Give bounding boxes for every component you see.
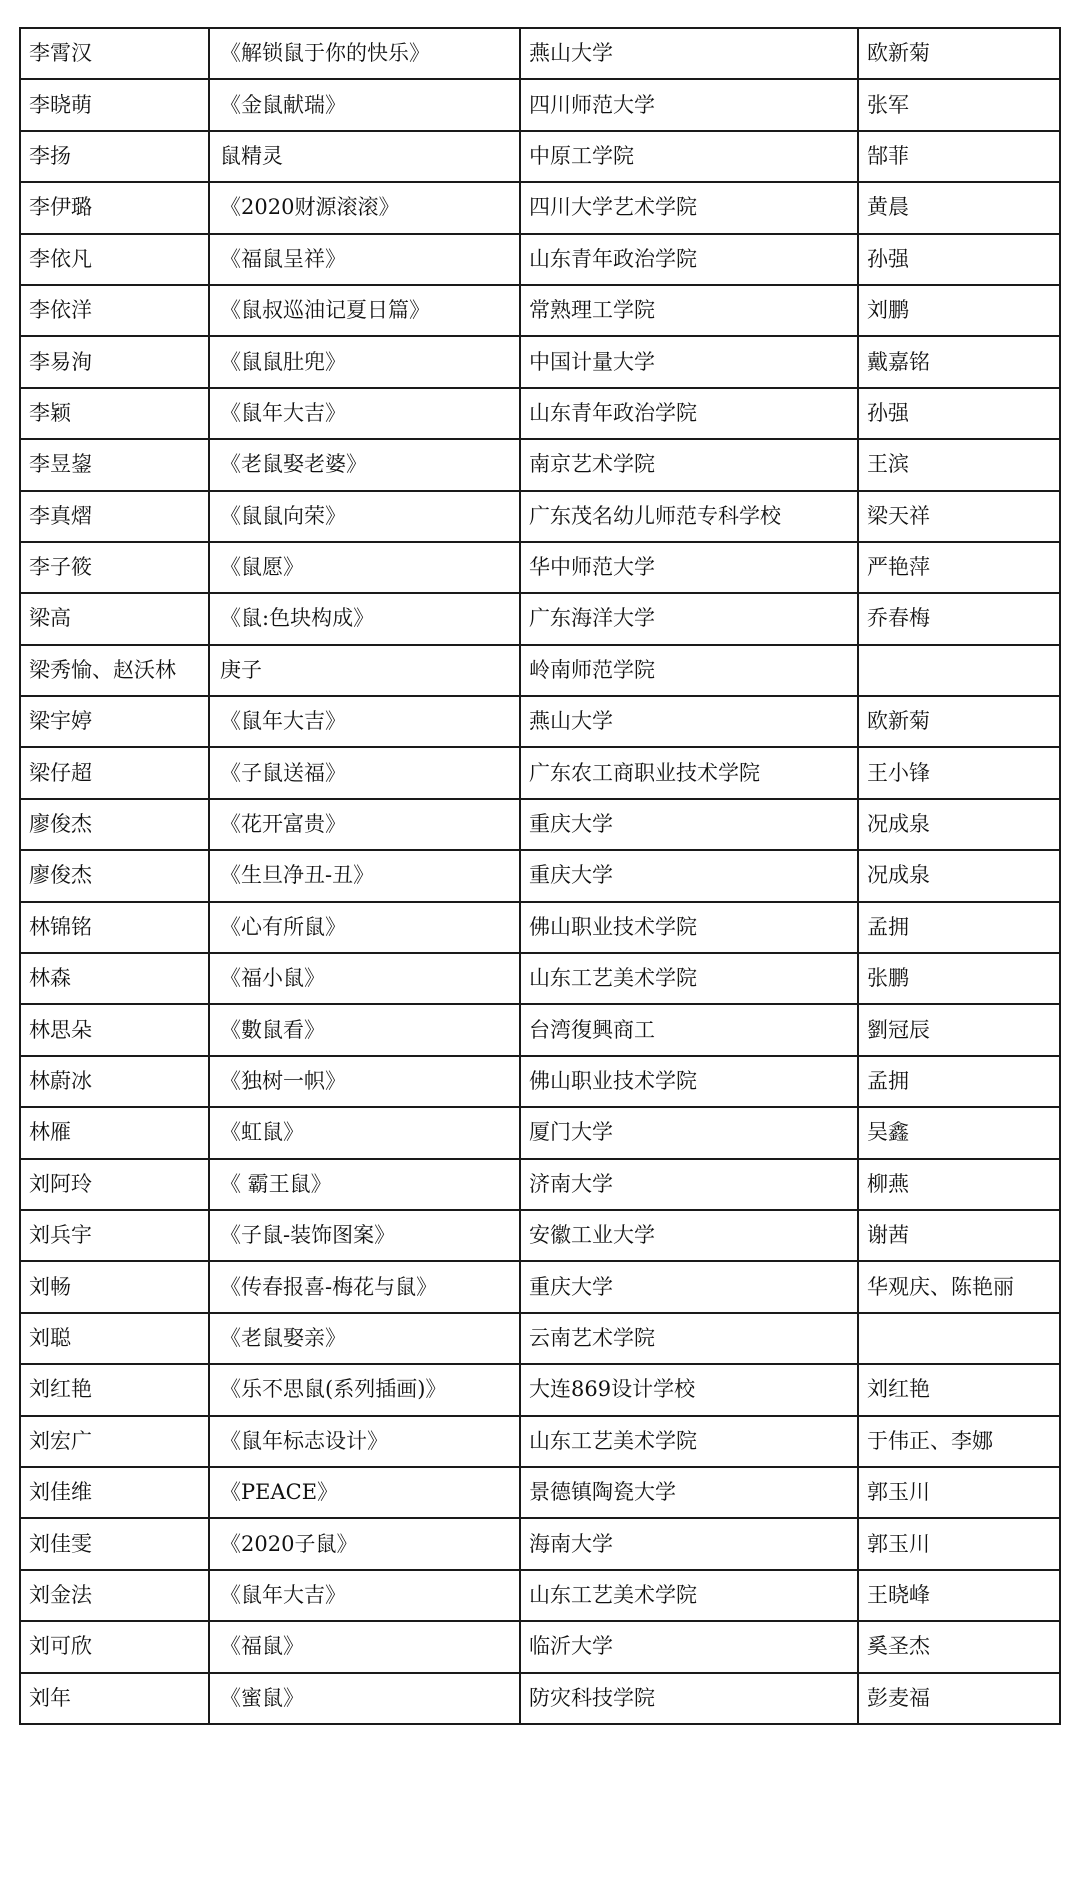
school-cell: 山东工艺美术学院 (520, 1570, 858, 1621)
school-cell: 四川大学艺术学院 (520, 182, 858, 233)
table-row (20, 1673, 1060, 1724)
student-name-cell: 李颖 (20, 388, 209, 439)
table-row (20, 1467, 1060, 1518)
award-list-table (19, 27, 1061, 1725)
school-cell: 山东青年政治学院 (520, 234, 858, 285)
school-cell: 山东工艺美术学院 (520, 1416, 858, 1467)
school-cell: 燕山大学 (520, 28, 858, 79)
work-title-cell: 《解锁鼠于你的快乐》 (209, 28, 520, 79)
student-name-cell: 梁宇婷 (20, 696, 209, 747)
school-cell: 岭南师范学院 (520, 645, 858, 696)
table-row (20, 1416, 1060, 1467)
student-name-cell: 梁秀愉、赵沃林 (20, 645, 209, 696)
table-row (20, 131, 1060, 182)
table-row (20, 439, 1060, 490)
table-row (20, 1056, 1060, 1107)
student-name-cell: 李晓萌 (20, 79, 209, 130)
school-cell: 常熟理工学院 (520, 285, 858, 336)
teacher-cell: 郭玉川 (858, 1518, 1060, 1569)
work-title-cell: 《子鼠-装饰图案》 (209, 1210, 520, 1261)
student-name-cell: 李依凡 (20, 234, 209, 285)
teacher-cell: 欧新菊 (858, 28, 1060, 79)
table-row (20, 182, 1060, 233)
student-name-cell: 李子筱 (20, 542, 209, 593)
school-cell: 广东农工商职业技术学院 (520, 747, 858, 798)
school-cell: 防灾科技学院 (520, 1673, 858, 1724)
student-name-cell: 刘红艳 (20, 1364, 209, 1415)
table-row (20, 542, 1060, 593)
table-row (20, 285, 1060, 336)
work-title-cell: 《花开富贵》 (209, 799, 520, 850)
teacher-cell: 张军 (858, 79, 1060, 130)
work-title-cell: 鼠精灵 (209, 131, 520, 182)
teacher-cell: 况成泉 (858, 799, 1060, 850)
teacher-cell: 严艳萍 (858, 542, 1060, 593)
table-row (20, 79, 1060, 130)
work-title-cell: 《 霸王鼠》 (209, 1159, 520, 1210)
table-row (20, 696, 1060, 747)
work-title-cell: 《独树一帜》 (209, 1056, 520, 1107)
work-title-cell: 《虹鼠》 (209, 1107, 520, 1158)
student-name-cell: 林森 (20, 953, 209, 1004)
student-name-cell: 刘金法 (20, 1570, 209, 1621)
table-body (20, 28, 1060, 1724)
work-title-cell: 《乐不思鼠(系列插画)》 (209, 1364, 520, 1415)
student-name-cell: 刘佳雯 (20, 1518, 209, 1569)
table-row (20, 1570, 1060, 1621)
student-name-cell: 李昱鋆 (20, 439, 209, 490)
work-title-cell: 《蜜鼠》 (209, 1673, 520, 1724)
teacher-cell: 彭麦福 (858, 1673, 1060, 1724)
work-title-cell: 《福鼠呈祥》 (209, 234, 520, 285)
table-row (20, 1107, 1060, 1158)
table-row (20, 1261, 1060, 1312)
school-cell: 济南大学 (520, 1159, 858, 1210)
teacher-cell: 况成泉 (858, 850, 1060, 901)
teacher-cell (858, 645, 1060, 696)
student-name-cell: 刘聪 (20, 1313, 209, 1364)
teacher-cell: 奚圣杰 (858, 1621, 1060, 1672)
school-cell: 中原工学院 (520, 131, 858, 182)
teacher-cell: 黄晨 (858, 182, 1060, 233)
teacher-cell: 劉冠辰 (858, 1004, 1060, 1055)
teacher-cell: 王晓峰 (858, 1570, 1060, 1621)
school-cell: 安徽工业大学 (520, 1210, 858, 1261)
work-title-cell: 《鼠愿》 (209, 542, 520, 593)
student-name-cell: 林思朵 (20, 1004, 209, 1055)
work-title-cell: 《2020子鼠》 (209, 1518, 520, 1569)
teacher-cell: 梁天祥 (858, 491, 1060, 542)
work-title-cell: 《老鼠娶老婆》 (209, 439, 520, 490)
work-title-cell: 《PEACE》 (209, 1467, 520, 1518)
work-title-cell: 《鼠年大吉》 (209, 388, 520, 439)
work-title-cell: 《鼠年大吉》 (209, 696, 520, 747)
teacher-cell: 孙强 (858, 388, 1060, 439)
table-row (20, 747, 1060, 798)
student-name-cell: 刘宏广 (20, 1416, 209, 1467)
student-name-cell: 梁仔超 (20, 747, 209, 798)
work-title-cell: 《福鼠》 (209, 1621, 520, 1672)
teacher-cell: 华观庆、陈艳丽 (858, 1261, 1060, 1312)
table-row (20, 234, 1060, 285)
table-row (20, 1518, 1060, 1569)
student-name-cell: 林雁 (20, 1107, 209, 1158)
teacher-cell: 孙强 (858, 234, 1060, 285)
teacher-cell: 郭玉川 (858, 1467, 1060, 1518)
teacher-cell: 孟拥 (858, 902, 1060, 953)
school-cell: 广东茂名幼儿师范专科学校 (520, 491, 858, 542)
student-name-cell: 刘兵宇 (20, 1210, 209, 1261)
work-title-cell: 《心有所鼠》 (209, 902, 520, 953)
work-title-cell: 《老鼠娶亲》 (209, 1313, 520, 1364)
student-name-cell: 刘畅 (20, 1261, 209, 1312)
teacher-cell: 张鹏 (858, 953, 1060, 1004)
table-row (20, 902, 1060, 953)
school-cell: 佛山职业技术学院 (520, 1056, 858, 1107)
student-name-cell: 刘阿玲 (20, 1159, 209, 1210)
table-row (20, 799, 1060, 850)
table-row (20, 953, 1060, 1004)
work-title-cell: 庚子 (209, 645, 520, 696)
teacher-cell: 郜菲 (858, 131, 1060, 182)
teacher-cell: 柳燕 (858, 1159, 1060, 1210)
work-title-cell: 《鼠叔巡油记夏日篇》 (209, 285, 520, 336)
table-row (20, 491, 1060, 542)
table-row (20, 1313, 1060, 1364)
school-cell: 佛山职业技术学院 (520, 902, 858, 953)
work-title-cell: 《鼠年标志设计》 (209, 1416, 520, 1467)
teacher-cell: 乔春梅 (858, 593, 1060, 644)
school-cell: 台湾復興商工 (520, 1004, 858, 1055)
student-name-cell: 林蔚冰 (20, 1056, 209, 1107)
student-name-cell: 刘可欣 (20, 1621, 209, 1672)
school-cell: 大连869设计学校 (520, 1364, 858, 1415)
school-cell: 重庆大学 (520, 799, 858, 850)
teacher-cell: 谢茜 (858, 1210, 1060, 1261)
school-cell: 山东工艺美术学院 (520, 953, 858, 1004)
student-name-cell: 廖俊杰 (20, 799, 209, 850)
table-row (20, 1621, 1060, 1672)
school-cell: 重庆大学 (520, 850, 858, 901)
school-cell: 景德镇陶瓷大学 (520, 1467, 858, 1518)
work-title-cell: 《子鼠送福》 (209, 747, 520, 798)
student-name-cell: 廖俊杰 (20, 850, 209, 901)
school-cell: 南京艺术学院 (520, 439, 858, 490)
table-row (20, 850, 1060, 901)
school-cell: 中国计量大学 (520, 336, 858, 387)
school-cell: 燕山大学 (520, 696, 858, 747)
work-title-cell: 《鼠鼠肚兜》 (209, 336, 520, 387)
table-row (20, 593, 1060, 644)
teacher-cell: 吴鑫 (858, 1107, 1060, 1158)
student-name-cell: 梁高 (20, 593, 209, 644)
work-title-cell: 《數鼠看》 (209, 1004, 520, 1055)
table-row (20, 1004, 1060, 1055)
teacher-cell: 孟拥 (858, 1056, 1060, 1107)
table-row (20, 388, 1060, 439)
teacher-cell (858, 1313, 1060, 1364)
work-title-cell: 《生旦净丑-丑》 (209, 850, 520, 901)
table-row (20, 28, 1060, 79)
school-cell: 华中师范大学 (520, 542, 858, 593)
school-cell: 广东海洋大学 (520, 593, 858, 644)
student-name-cell: 刘年 (20, 1673, 209, 1724)
work-title-cell: 《金鼠献瑞》 (209, 79, 520, 130)
teacher-cell: 刘鹏 (858, 285, 1060, 336)
school-cell: 山东青年政治学院 (520, 388, 858, 439)
student-name-cell: 林锦铭 (20, 902, 209, 953)
student-name-cell: 李依洋 (20, 285, 209, 336)
student-name-cell: 李伊璐 (20, 182, 209, 233)
work-title-cell: 《鼠鼠向荣》 (209, 491, 520, 542)
student-name-cell: 刘佳维 (20, 1467, 209, 1518)
student-name-cell: 李霄汉 (20, 28, 209, 79)
school-cell: 四川师范大学 (520, 79, 858, 130)
teacher-cell: 王小锋 (858, 747, 1060, 798)
student-name-cell: 李扬 (20, 131, 209, 182)
school-cell: 海南大学 (520, 1518, 858, 1569)
table-row (20, 336, 1060, 387)
teacher-cell: 刘红艳 (858, 1364, 1060, 1415)
school-cell: 云南艺术学院 (520, 1313, 858, 1364)
teacher-cell: 王滨 (858, 439, 1060, 490)
table-row (20, 1364, 1060, 1415)
teacher-cell: 于伟正、李娜 (858, 1416, 1060, 1467)
student-name-cell: 李真熠 (20, 491, 209, 542)
work-title-cell: 《传春报喜-梅花与鼠》 (209, 1261, 520, 1312)
teacher-cell: 戴嘉铭 (858, 336, 1060, 387)
teacher-cell: 欧新菊 (858, 696, 1060, 747)
work-title-cell: 《鼠年大吉》 (209, 1570, 520, 1621)
work-title-cell: 《福小鼠》 (209, 953, 520, 1004)
work-title-cell: 《鼠:色块构成》 (209, 593, 520, 644)
table-row (20, 1210, 1060, 1261)
school-cell: 临沂大学 (520, 1621, 858, 1672)
school-cell: 重庆大学 (520, 1261, 858, 1312)
student-name-cell: 李易洵 (20, 336, 209, 387)
work-title-cell: 《2020财源滚滚》 (209, 182, 520, 233)
school-cell: 厦门大学 (520, 1107, 858, 1158)
table-row (20, 1159, 1060, 1210)
table-row (20, 645, 1060, 696)
